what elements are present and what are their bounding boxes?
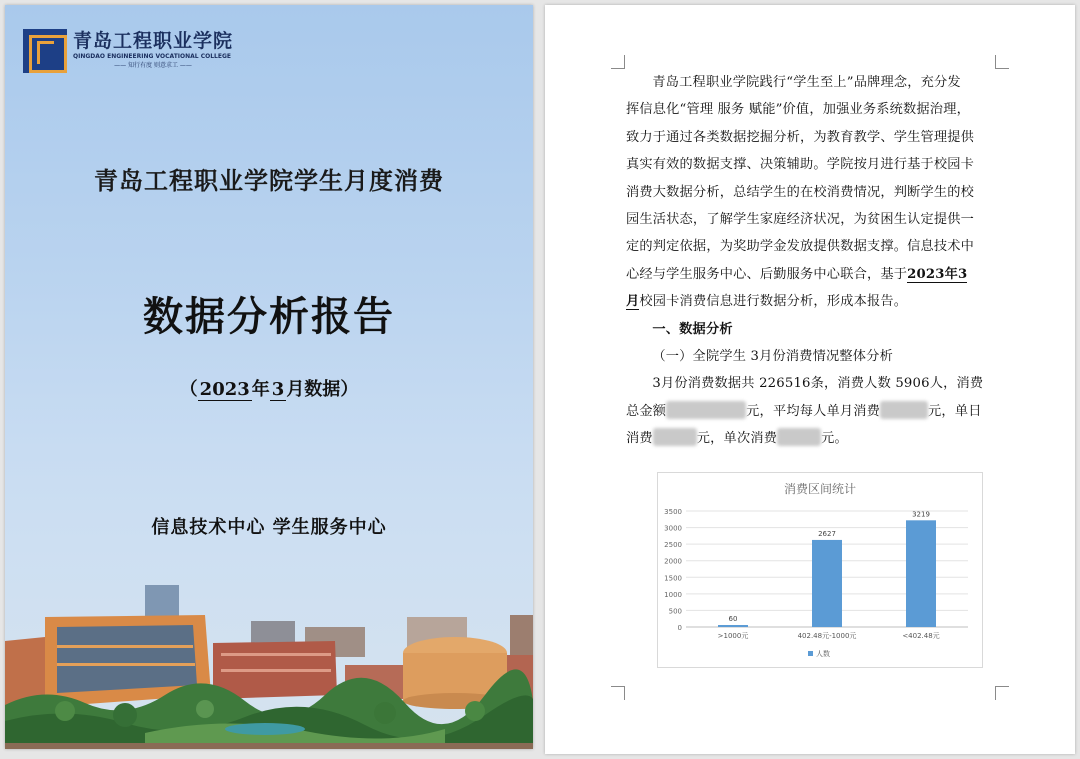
- x-tick-label: >1000元: [717, 632, 749, 640]
- redacted-value: [653, 428, 697, 446]
- paragraph-line: 定的判定依据，为奖助学金发放提供数据支撑。信息技术中: [626, 239, 975, 255]
- x-tick-label: 402.48元-1000元: [797, 632, 857, 640]
- crop-mark: [611, 686, 625, 700]
- paragraph-line: 消费大数据分析，总结学生的在校消费情况，判断学生的校: [626, 184, 975, 200]
- redacted-value: [666, 401, 746, 419]
- y-tick-label: 2000: [664, 557, 682, 566]
- chart-title: 消费区间统计: [783, 482, 857, 496]
- y-tick-label: 0: [677, 624, 682, 632]
- y-tick-label: 1500: [664, 574, 682, 583]
- cover-title-line1: 青岛工程职业学院学生月度消费: [94, 166, 444, 195]
- y-tick-label: 1000: [664, 590, 682, 599]
- paragraph-line: 3月份消费数据共 226516条，消费人数 5906人，消费: [652, 376, 984, 392]
- document-page: [545, 5, 1075, 754]
- crop-mark: [995, 55, 1009, 69]
- college-emblem-icon: [23, 29, 67, 73]
- cover-date-month: 3: [271, 379, 285, 400]
- paragraph-line: 总金额 元，平均每人单月消费 元，单日: [626, 398, 994, 425]
- cover-date-year: 2023: [199, 379, 250, 400]
- paragraph-line: 月校园卡消费信息进行数据分析，形成本报告。: [626, 294, 908, 310]
- x-tick-label: <402.48元: [902, 632, 940, 640]
- section-heading: 一、数据分析: [652, 321, 733, 337]
- subsection-heading: （一）全院学生 3月份消费情况整体分析: [652, 349, 893, 365]
- document-body: [626, 69, 994, 453]
- cover-departments: 信息技术中心 学生服务中心: [151, 517, 387, 538]
- chart-bar: [718, 625, 748, 627]
- logo-motto: —— 知行有度 则意求工 ——: [114, 62, 192, 69]
- paragraph-line: 青岛工程职业学院践行“学生至上”品牌理念，充分发: [652, 75, 961, 90]
- bold-date: 月: [626, 294, 640, 310]
- bar-chart: [658, 473, 982, 667]
- paragraph-line: 真实有效的数据支撑、决策辅助。学院按月进行基于校园卡: [626, 157, 975, 173]
- crop-mark: [611, 55, 625, 69]
- legend-label: 人数: [816, 650, 830, 658]
- data-label: 3219: [912, 510, 930, 519]
- paragraph-line: 挥信息化“管理 服务 赋能”价值，加强业务系统数据治理，: [626, 102, 970, 118]
- cover-title-line2: 数据分析报告: [143, 293, 395, 340]
- intro-paragraph: [626, 69, 994, 316]
- redacted-value: [777, 428, 821, 446]
- y-tick-label: 2500: [664, 541, 682, 550]
- paragraph-line: 消费 元，单次消费 元。: [626, 425, 994, 452]
- crop-mark: [995, 686, 1009, 700]
- campus-photo: [5, 545, 533, 749]
- paragraph-line: 致力于通过各类数据挖掘分析，为教育教学、学生管理提供: [626, 129, 975, 145]
- logo-name-en: QINGDAO ENGINEERING VOCATIONAL COLLEGE: [73, 53, 231, 60]
- y-tick-label: 500: [668, 607, 682, 616]
- y-tick-label: 3500: [664, 508, 682, 516]
- stats-paragraph: [626, 370, 994, 452]
- data-label: 2627: [818, 529, 836, 538]
- report-cover: [5, 5, 533, 749]
- consumption-range-chart: [657, 472, 983, 668]
- college-logo: [23, 29, 233, 73]
- redacted-value: [880, 401, 928, 419]
- legend-swatch: [808, 651, 813, 656]
- logo-name-cn: 青岛工程职业学院: [73, 30, 234, 52]
- bold-date: 2023年3: [907, 266, 968, 282]
- chart-bar: [906, 520, 936, 627]
- paragraph-line: 心经与学生服务中心、后勤服务中心联合，基于2023年3: [626, 266, 968, 282]
- data-label: 60: [728, 615, 738, 624]
- cover-date: （ 2023 年 3 月数据）: [179, 379, 359, 400]
- chart-bar: [812, 540, 842, 627]
- paragraph-line: 园生活状态，了解学生家庭经济状况，为贫困生认定提供一: [626, 212, 975, 228]
- y-tick-label: 3000: [664, 524, 682, 533]
